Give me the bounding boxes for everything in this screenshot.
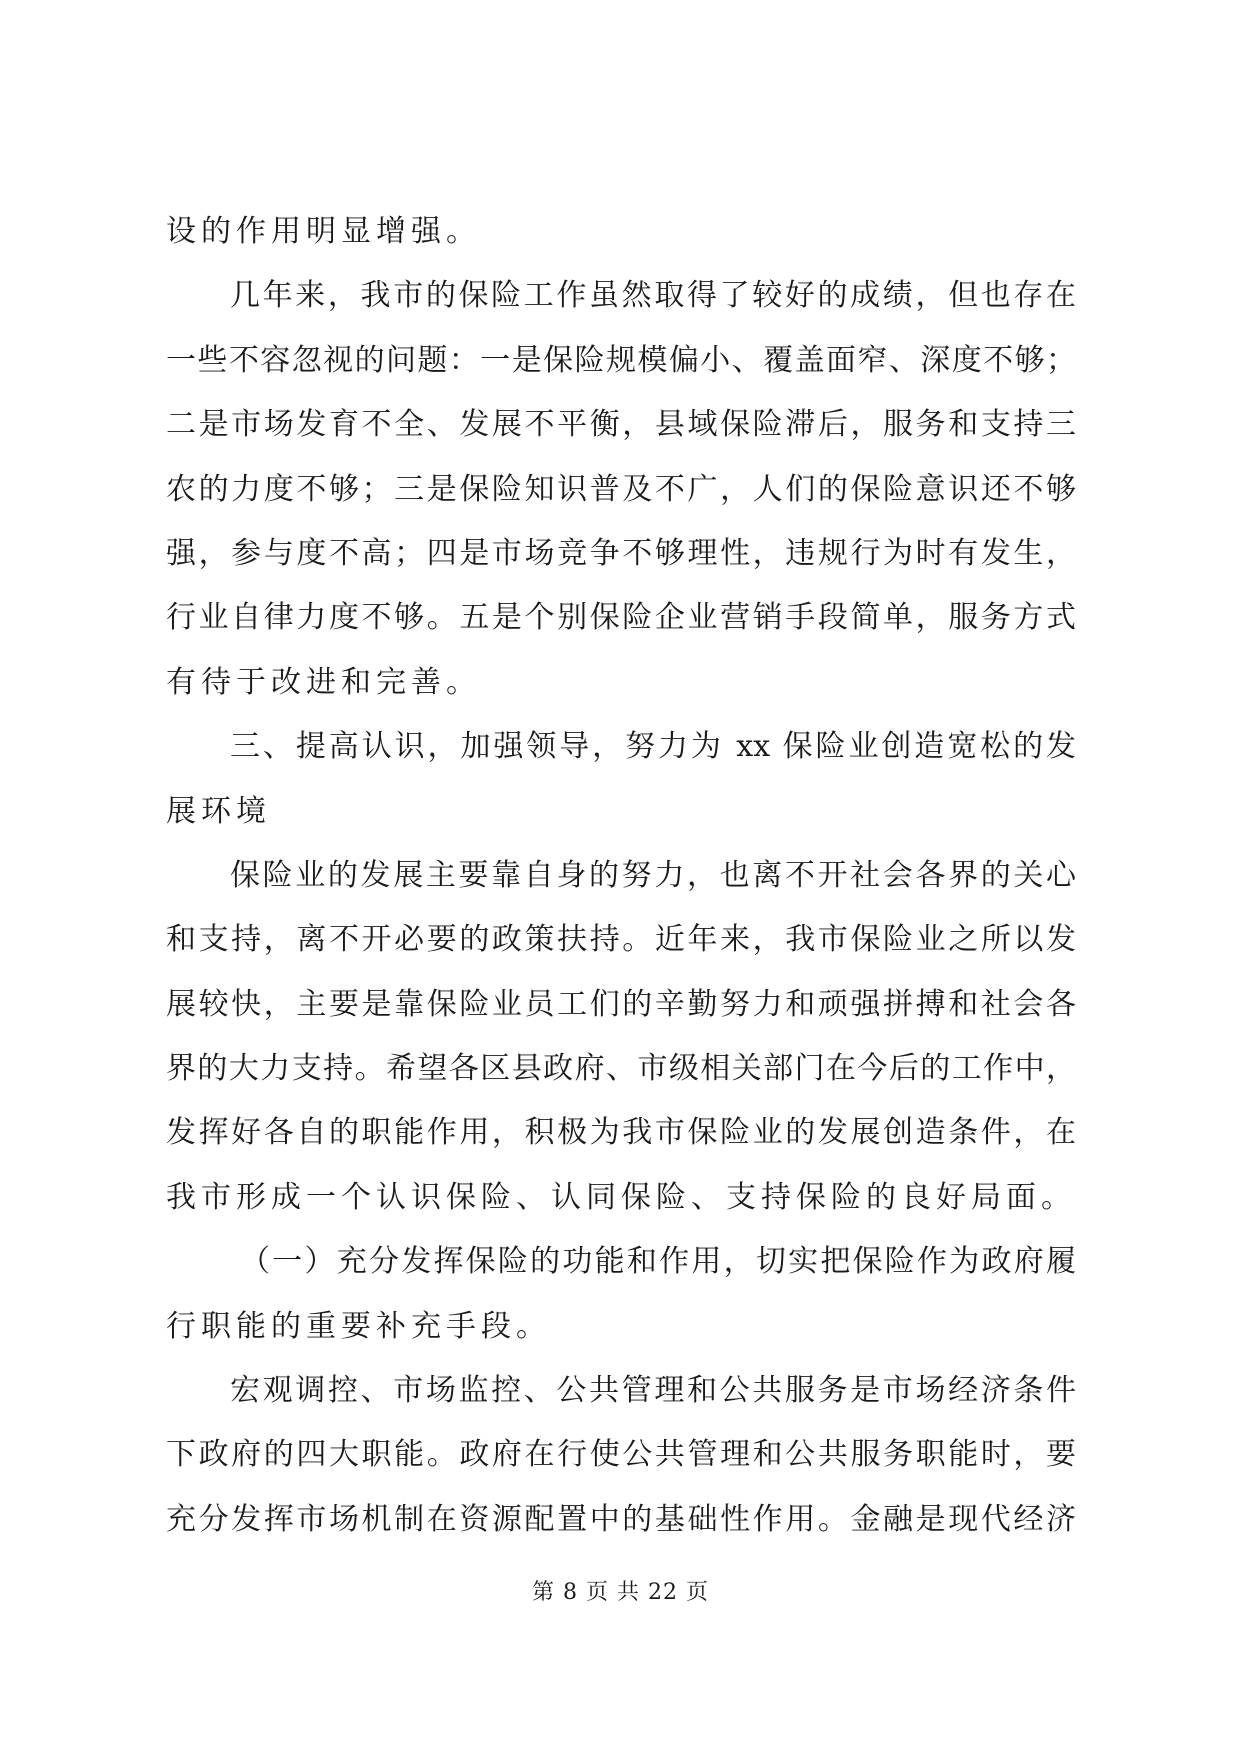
paragraph-line: 行业自律力度不够。五是个别保险企业营销手段简单，服务方式: [166, 600, 1076, 636]
paragraph-line: 我市形成一个认识保险、认同保险、支持保险的良好局面。: [166, 1179, 1076, 1215]
paragraph-line: 宏观调控、市场监控、公共管理和公共服务是市场经济条件: [230, 1373, 1076, 1409]
document-body: [166, 200, 1076, 1552]
paragraph-line: 展较快，主要是靠保险业员工们的辛勤努力和顽强拼搏和社会各: [166, 986, 1076, 1022]
paragraph-line: 界的大力支持。希望各区县政府、市级相关部门在今后的工作中，: [166, 1051, 1076, 1087]
paragraph-line: 几年来，我市的保险工作虽然取得了较好的成绩，但也存在: [230, 278, 1076, 314]
section-heading-line: 三、提高认识，加强领导，努力为 xx 保险业创造宽松的发: [230, 729, 1076, 765]
paragraph-line: 下政府的四大职能。政府在行使公共管理和公共服务职能时，要: [166, 1437, 1076, 1473]
subsection-heading-line: （一）充分发挥保险的功能和作用，切实把保险作为政府履: [240, 1244, 1076, 1280]
section-heading-line: 展环境: [166, 793, 271, 829]
subsection-heading-line: 行职能的重要补充手段。: [166, 1308, 551, 1344]
paragraph-line: 发挥好各自的职能作用，积极为我市保险业的发展创造条件，在: [166, 1115, 1076, 1151]
paragraph-line: 一些不容忽视的问题：一是保险规模偏小、覆盖面窄、深度不够；: [166, 342, 1076, 378]
paragraph-line: 有待于改进和完善。: [166, 664, 481, 700]
paragraph-line: 二是市场发育不全、发展不平衡，县域保险滞后，服务和支持三: [166, 407, 1076, 443]
paragraph-line: 强，参与度不高；四是市场竞争不够理性，违规行为时有发生，: [166, 535, 1076, 571]
paragraph-line: 农的力度不够；三是保险知识普及不广，人们的保险意识还不够: [166, 471, 1076, 507]
page-number-footer: 第 8 页 共 22 页: [532, 1580, 709, 1605]
paragraph-line: 充分发挥市场机制在资源配置中的基础性作用。金融是现代经济: [166, 1501, 1076, 1537]
paragraph-line: 和支持，离不开必要的政策扶持。近年来，我市保险业之所以发: [166, 922, 1076, 958]
paragraph-line: 保险业的发展主要靠自身的努力，也离不开社会各界的关心: [230, 857, 1076, 893]
paragraph-line: 设的作用明显增强。: [166, 214, 481, 249]
